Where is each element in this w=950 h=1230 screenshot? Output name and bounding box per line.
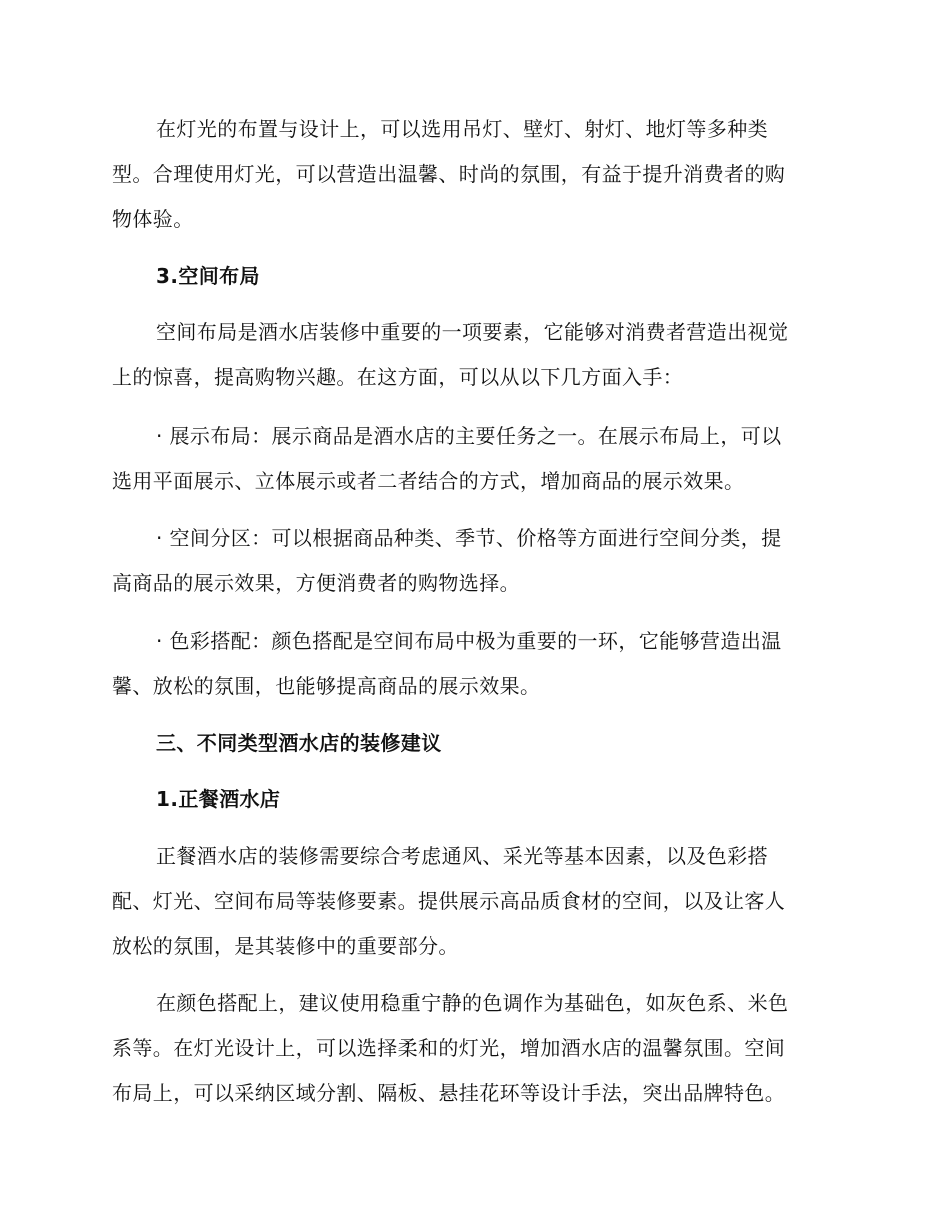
text-line: 选用平面展示、立体展示或者二者结合的方式，增加商品的展示效果。 <box>112 469 745 493</box>
bullet-display-layout <box>112 414 832 504</box>
text-line: 空间布局是酒水店装修中重要的一项要素，它能够对消费者营造出视觉 <box>156 320 789 344</box>
paragraph-dining-design <box>112 981 832 1116</box>
text-line: 上的惊喜，提高购物兴趣。在这方面，可以从以下几方面入手： <box>112 365 684 389</box>
paragraph-lighting <box>112 107 832 242</box>
text-line: 系等。在灯光设计上，可以选择柔和的灯光，增加酒水店的温馨氛围。空间 <box>112 1036 786 1060</box>
paragraph-layout-intro <box>112 310 832 400</box>
text-line: 配、灯光、空间布局等装修要素。提供展示高品质食材的空间，以及让客人 <box>112 889 786 913</box>
text-line: · 展示布局：展示商品是酒水店的主要任务之一。在展示布局上，可以 <box>156 424 782 448</box>
text-line: 布局上，可以采纳区域分割、隔板、悬挂花环等设计手法，突出品牌特色。 <box>112 1081 786 1105</box>
text-line: 正餐酒水店的装修需要综合考虑通风、采光等基本因素，以及色彩搭 <box>156 844 768 868</box>
text-line: · 色彩搭配：颜色搭配是空间布局中极为重要的一环，它能够营造出温 <box>156 629 782 653</box>
text-line: 在颜色搭配上，建议使用稳重宁静的色调作为基础色，如灰色系、米色 <box>156 991 789 1015</box>
heading-text: 三、不同类型酒水店的装修建议 <box>156 731 442 755</box>
subsection-heading <box>112 777 832 822</box>
bullet-color-matching <box>112 619 832 709</box>
heading-text: 3.空间布局 <box>156 264 260 288</box>
text-line: 型。合理使用灯光，可以营造出温馨、时尚的氛围，有益于提升消费者的购 <box>112 162 786 186</box>
text-line: 馨、放松的氛围，也能够提高商品的展示效果。 <box>112 674 541 698</box>
text-line: · 空间分区：可以根据商品种类、季节、价格等方面进行空间分类，提 <box>156 526 782 550</box>
heading-text: 1.正餐酒水店 <box>156 787 281 811</box>
text-line: 在灯光的布置与设计上，可以选用吊灯、壁灯、射灯、地灯等多种类 <box>156 117 768 141</box>
section-heading <box>112 721 832 766</box>
text-line: 放松的氛围，是其装修中的重要部分。 <box>112 934 459 958</box>
paragraph-dining-store <box>112 834 832 969</box>
text-line: 物体验。 <box>112 207 194 231</box>
section-heading <box>112 254 832 299</box>
bullet-space-zoning <box>112 516 832 606</box>
text-line: 高商品的展示效果，方便消费者的购物选择。 <box>112 571 520 595</box>
